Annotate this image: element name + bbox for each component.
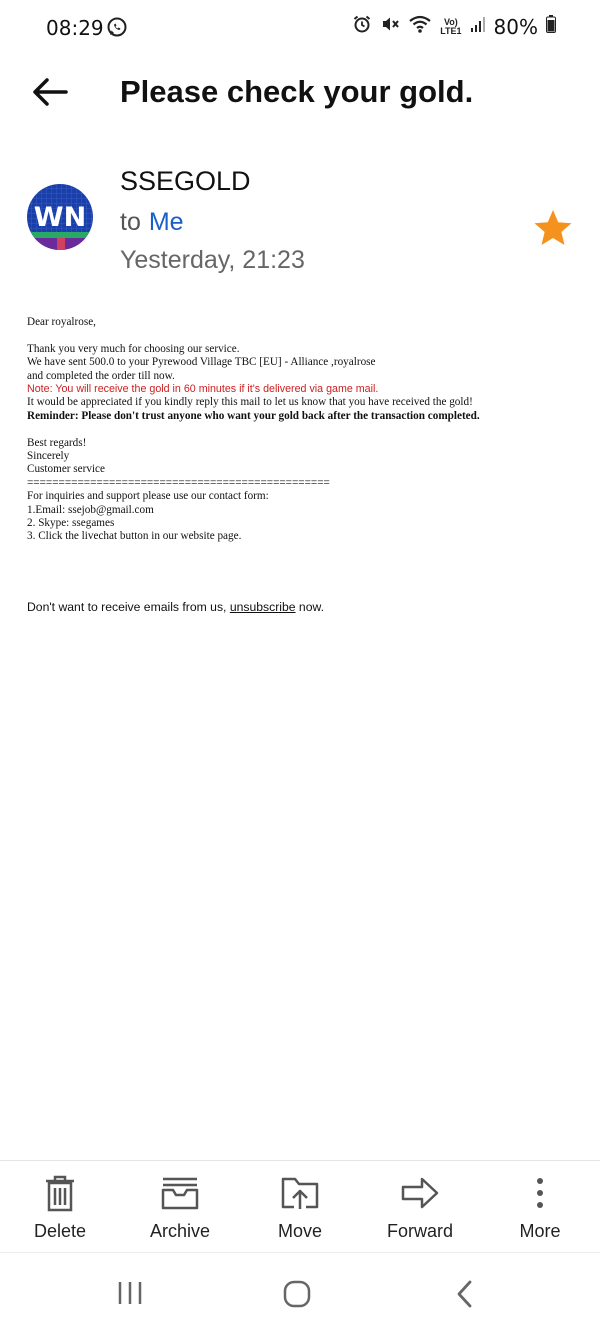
trash-icon (42, 1173, 78, 1213)
avatar-initials: WN (33, 202, 87, 233)
signal-icon (470, 15, 486, 38)
move-folder-icon (280, 1173, 320, 1213)
contact-livechat: 3. Click the livechat button in our website page. (27, 530, 242, 543)
recent-apps-icon (116, 1279, 144, 1307)
system-nav-bar (0, 1252, 600, 1334)
sender-name: SSEGOLD (120, 166, 251, 196)
move-button[interactable] (245, 1173, 355, 1242)
back-button[interactable] (28, 72, 74, 112)
recipient-line (120, 208, 184, 237)
email-subject: Please check your gold. (120, 74, 474, 109)
delete-button[interactable] (5, 1173, 115, 1242)
recipient-name[interactable]: Me (148, 208, 184, 236)
battery-percent: 80% (493, 14, 538, 39)
delete-label: Delete (33, 1221, 87, 1241)
action-toolbar (0, 1160, 600, 1253)
contact-skype: 2. Skype: ssegames (27, 517, 115, 530)
more-button[interactable] (485, 1173, 595, 1242)
archive-label: Archive (149, 1221, 211, 1241)
forward-label: Forward (386, 1221, 453, 1241)
sender-avatar[interactable] (27, 184, 93, 250)
whatsapp-icon (106, 16, 128, 43)
reminder-text: Reminder: Please don't trust anyone who want your gold back after the transaction completed. (27, 409, 480, 422)
chevron-left-icon (452, 1279, 478, 1309)
regards-line: Best regards! (27, 436, 87, 449)
star-icon (532, 208, 574, 248)
star-button[interactable] (532, 208, 574, 248)
mute-icon (380, 14, 400, 39)
back-arrow-icon (28, 72, 74, 112)
more-label: More (519, 1221, 561, 1241)
sender-block (0, 160, 600, 280)
email-date: Yesterday, 21:23 (120, 246, 305, 274)
unsubscribe-link[interactable]: unsubscribe (229, 600, 296, 614)
home-icon (282, 1279, 312, 1309)
unsubscribe-suffix: now. (295, 600, 325, 614)
more-vertical-icon (520, 1173, 560, 1213)
body-line: and completed the order till now. (27, 369, 175, 382)
system-back-button[interactable] (452, 1279, 478, 1314)
unsubscribe-line (27, 600, 324, 614)
wifi-icon (408, 14, 432, 39)
unsubscribe-prefix: Don't want to receive emails from us, (27, 600, 230, 614)
body-line: We have sent 500.0 to your Pyrewood Village TBC [EU] - Alliance ,royalrose (27, 356, 376, 369)
status-bar (0, 0, 600, 56)
archive-icon (160, 1173, 200, 1213)
archive-button[interactable] (125, 1173, 235, 1242)
greeting: Dear royalrose, (27, 316, 96, 328)
alarm-icon (352, 14, 372, 39)
home-button[interactable] (282, 1279, 312, 1314)
regards-line: Sincerely (27, 450, 70, 463)
status-time: 08:29 (46, 16, 104, 40)
body-line: It would be appreciated if you kindly reply this mail to let us know that you have received the gold! (27, 396, 473, 409)
contact-intro: For inquiries and support please use our contact form: (27, 490, 269, 503)
contact-email: 1.Email: ssejob@gmail.com (27, 503, 154, 516)
forward-button[interactable] (365, 1173, 475, 1242)
lte-label: LTE1 (440, 25, 462, 36)
divider-line: ================================================ (27, 476, 330, 489)
delivery-note: Note: You will receive the gold in 60 minutes if it's delivered via game mail. (27, 383, 379, 396)
recipient-prefix: to (120, 208, 141, 236)
email-body (27, 316, 587, 544)
status-icons (352, 14, 556, 39)
email-header (0, 64, 600, 124)
battery-icon (546, 15, 556, 38)
volte-label: Vo) (443, 16, 458, 27)
move-label: Move (277, 1221, 322, 1241)
recent-apps-button[interactable] (116, 1279, 144, 1312)
forward-icon (400, 1173, 440, 1213)
regards-line: Customer service (27, 463, 105, 476)
lte-indicator (440, 18, 461, 36)
body-line: Thank you very much for choosing our service. (27, 342, 240, 355)
